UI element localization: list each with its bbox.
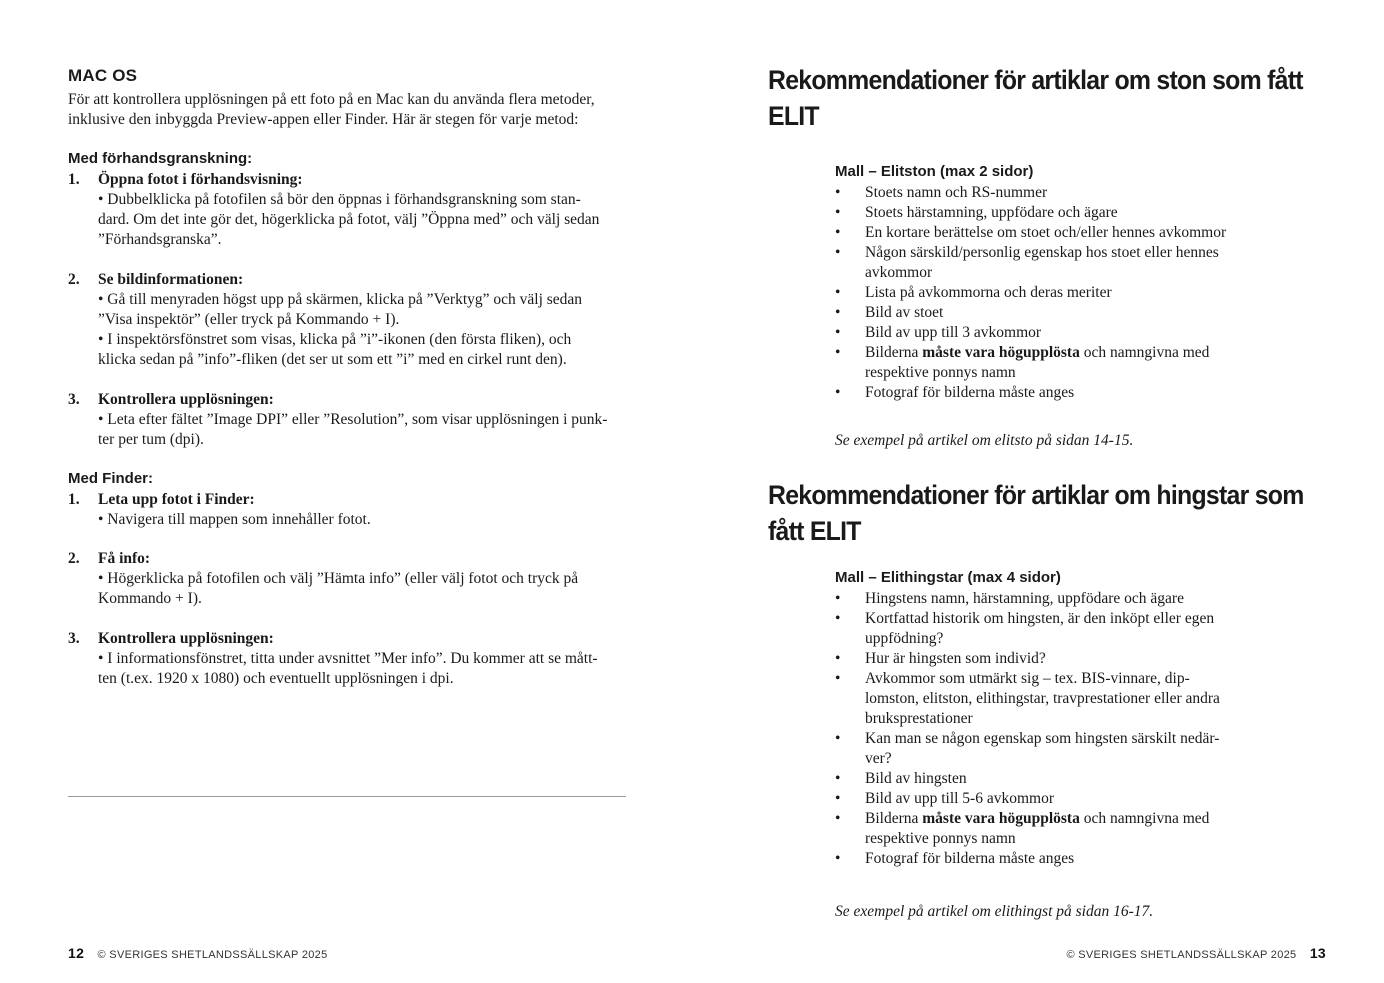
list-item-text: Lista på avkommorna och deras meriter <box>865 284 1112 301</box>
list-item <box>835 223 1255 243</box>
step-number: 2. <box>68 271 80 288</box>
section-title-mac-os: MAC OS <box>68 66 138 85</box>
list-item-text: Kan man se någon egenskap som hingsten särskilt nedär- <box>865 730 1220 747</box>
example-reference-elithingst: Se exempel på artikel om elithingst på sidan 16-17. <box>835 903 1154 920</box>
step-line: • I informationsfönstret, titta under avsnittet ”Mer info”. Du kommer att se mått- <box>98 650 598 667</box>
step-number: 1. <box>68 171 80 188</box>
heading-elithingstar <box>768 477 1357 549</box>
list-item <box>835 183 1255 203</box>
list-item <box>835 669 1255 729</box>
step-number: 3. <box>68 391 80 408</box>
footer-copyright: © SVERIGES SHETLANDSSÄLLSKAP 2025 <box>1066 949 1297 961</box>
step-line: • Högerklicka på fotofilen och välj ”Hämta info” (eller välj fotot och tryck på <box>98 570 579 587</box>
bullet-icon: • <box>835 810 841 827</box>
list-item-text: Hur är hingsten som individ? <box>865 650 1046 667</box>
bullet-icon: • <box>835 384 841 401</box>
list-item-text: Avkommor som utmärkt sig – tex. BIS-vinnare, dip- <box>865 670 1190 687</box>
intro-paragraph <box>68 90 633 130</box>
preview-step-2 <box>68 270 628 370</box>
bullet-icon: • <box>835 610 841 627</box>
template-title-elitston: Mall – Elitston (max 2 sidor) <box>835 163 1034 180</box>
list-item <box>835 609 1255 649</box>
bullet-icon: • <box>835 224 841 241</box>
heading-line: fått ELIT <box>768 516 861 546</box>
list-item <box>835 809 1255 849</box>
example-reference-elitston: Se exempel på artikel om elitsto på sidan 14-15. <box>835 432 1134 449</box>
heading-line: ELIT <box>768 101 819 131</box>
list-item <box>835 769 1255 789</box>
bullet-list-elitston <box>835 183 1255 403</box>
list-item-text: ver? <box>865 750 892 767</box>
step-line: • I inspektörsfönstret som visas, klicka på ”i”-ikonen (den första fliken), och <box>98 331 572 348</box>
step-number: 3. <box>68 630 80 647</box>
step-line: • Leta efter fältet ”Image DPI” eller ”Resolution”, som visar upplösningen i punk- <box>98 411 608 428</box>
list-item <box>835 649 1255 669</box>
list-item <box>835 729 1255 769</box>
list-item-text: Bild av upp till 5-6 avkommor <box>865 790 1054 807</box>
preview-step-1 <box>68 170 628 250</box>
list-item-text: Fotograf för bilderna måste anges <box>865 850 1075 867</box>
list-item-text: Någon särskild/personlig egenskap hos stoet eller hennes <box>865 244 1219 261</box>
list-item <box>835 383 1255 403</box>
list-item-text: avkommor <box>865 264 933 281</box>
list-item-text <box>865 343 1255 363</box>
step-line: klicka sedan på ”info”-fliken (det ser ut som ett ”i” med en cirkel runt den). <box>98 351 567 368</box>
step-line: dard. Om det inte gör det, högerklicka på fotot, välj ”Öppna med” och välj sedan <box>98 211 600 228</box>
step-number: 2. <box>68 550 80 567</box>
bullet-icon: • <box>835 670 841 687</box>
step-line: ”Visa inspektör” (eller tryck på Kommando + I). <box>98 311 400 328</box>
emphasis-text: måste vara högupplösta <box>922 810 1080 827</box>
list-item-text: Bild av hingsten <box>865 770 967 787</box>
footer-left <box>68 945 328 961</box>
right-page <box>692 0 1384 983</box>
list-item <box>835 283 1255 303</box>
bullet-icon: • <box>835 284 841 301</box>
list-item <box>835 243 1255 283</box>
list-item-text: Bild av stoet <box>865 304 944 321</box>
list-item <box>835 789 1255 809</box>
finder-step-2 <box>68 549 628 609</box>
text-run: Bilderna <box>865 344 923 361</box>
list-item-text: respektive ponnys namn <box>865 830 1016 847</box>
list-item-text: Hingstens namn, härstamning, uppfödare och ägare <box>865 590 1184 607</box>
step-number: 1. <box>68 491 80 508</box>
step-line: • Dubbelklicka på fotofilen så bör den öppnas i förhandsgranskning som stan- <box>98 191 581 208</box>
bullet-icon: • <box>835 344 841 361</box>
step-line: ten (t.ex. 1920 x 1080) och eventuellt upplösningen i dpi. <box>98 670 454 687</box>
step-title: Öppna fotot i förhandsvisning: <box>98 171 303 188</box>
heading-elitston <box>768 62 1357 134</box>
bullet-list-elithingstar <box>835 589 1255 869</box>
step-title: Få info: <box>98 550 151 567</box>
step-line: ”Förhandsgranska”. <box>98 231 222 248</box>
bullet-icon: • <box>835 184 841 201</box>
step-line: • Gå till menyraden högst upp på skärmen, klicka på ”Verktyg” och välj sedan <box>98 291 583 308</box>
finder-step-3 <box>68 629 628 689</box>
bullet-icon: • <box>835 850 841 867</box>
page-number: 13 <box>1309 945 1326 961</box>
list-item-text: En kortare berättelse om stoet och/eller hennes avkommor <box>865 224 1227 241</box>
list-item-text: bruksprestationer <box>865 710 973 727</box>
step-line: Kommando + I). <box>98 590 202 607</box>
step-title: Leta upp fotot i Finder: <box>98 491 255 508</box>
list-item-text <box>865 809 1255 829</box>
step-title: Se bildinformationen: <box>98 271 244 288</box>
list-item-text: uppfödning? <box>865 630 944 647</box>
intro-line: För att kontrollera upplösningen på ett foto på en Mac kan du använda flera metoder, <box>68 91 595 108</box>
list-item <box>835 849 1255 869</box>
list-item-text: respektive ponnys namn <box>865 364 1016 381</box>
footer-right <box>1066 945 1326 961</box>
finder-step-1 <box>68 490 628 530</box>
list-item <box>835 589 1255 609</box>
horizontal-divider <box>68 796 626 797</box>
finder-heading: Med Finder: <box>68 470 153 487</box>
list-item-text: Fotograf för bilderna måste anges <box>865 384 1075 401</box>
template-title-elithingstar: Mall – Elithingstar (max 4 sidor) <box>835 569 1061 586</box>
list-item <box>835 343 1255 383</box>
list-item-text: Bild av upp till 3 avkommor <box>865 324 1042 341</box>
bullet-icon: • <box>835 730 841 747</box>
bullet-icon: • <box>835 770 841 787</box>
list-item-text: Kortfattad historik om hingsten, är den inköpt eller egen <box>865 610 1215 627</box>
text-run: och namngivna med <box>1079 344 1210 361</box>
step-line: ter per tum (dpi). <box>98 431 204 448</box>
step-line: • Navigera till mappen som innehåller fotot. <box>98 511 371 528</box>
bullet-icon: • <box>835 590 841 607</box>
step-title: Kontrollera upplösningen: <box>98 391 274 408</box>
bullet-icon: • <box>835 304 841 321</box>
emphasis-text: måste vara högupplösta <box>922 344 1080 361</box>
intro-line: inklusive den inbyggda Preview-appen eller Finder. Här är stegen för varje metod: <box>68 111 579 128</box>
bullet-icon: • <box>835 324 841 341</box>
text-run: Bilderna <box>865 810 923 827</box>
text-run: och namngivna med <box>1079 810 1210 827</box>
list-item-text: Stoets härstamning, uppfödare och ägare <box>865 204 1118 221</box>
list-item <box>835 303 1255 323</box>
bullet-icon: • <box>835 204 841 221</box>
page-number: 12 <box>68 945 85 961</box>
list-item <box>835 203 1255 223</box>
bullet-icon: • <box>835 650 841 667</box>
heading-line: Rekommendationer för artiklar om hingstar som <box>768 480 1304 510</box>
bullet-icon: • <box>835 244 841 261</box>
list-item-text: lomston, elitston, elithingstar, travprestationer eller andra <box>865 690 1220 707</box>
bullet-icon: • <box>835 790 841 807</box>
list-item <box>835 323 1255 343</box>
list-item-text: Stoets namn och RS-nummer <box>865 184 1048 201</box>
step-title: Kontrollera upplösningen: <box>98 630 274 647</box>
preview-step-3 <box>68 390 628 450</box>
footer-copyright: © SVERIGES SHETLANDSSÄLLSKAP 2025 <box>97 949 328 961</box>
preview-heading: Med förhandsgranskning: <box>68 150 253 167</box>
heading-line: Rekommendationer för artiklar om ston som fått <box>768 65 1303 95</box>
